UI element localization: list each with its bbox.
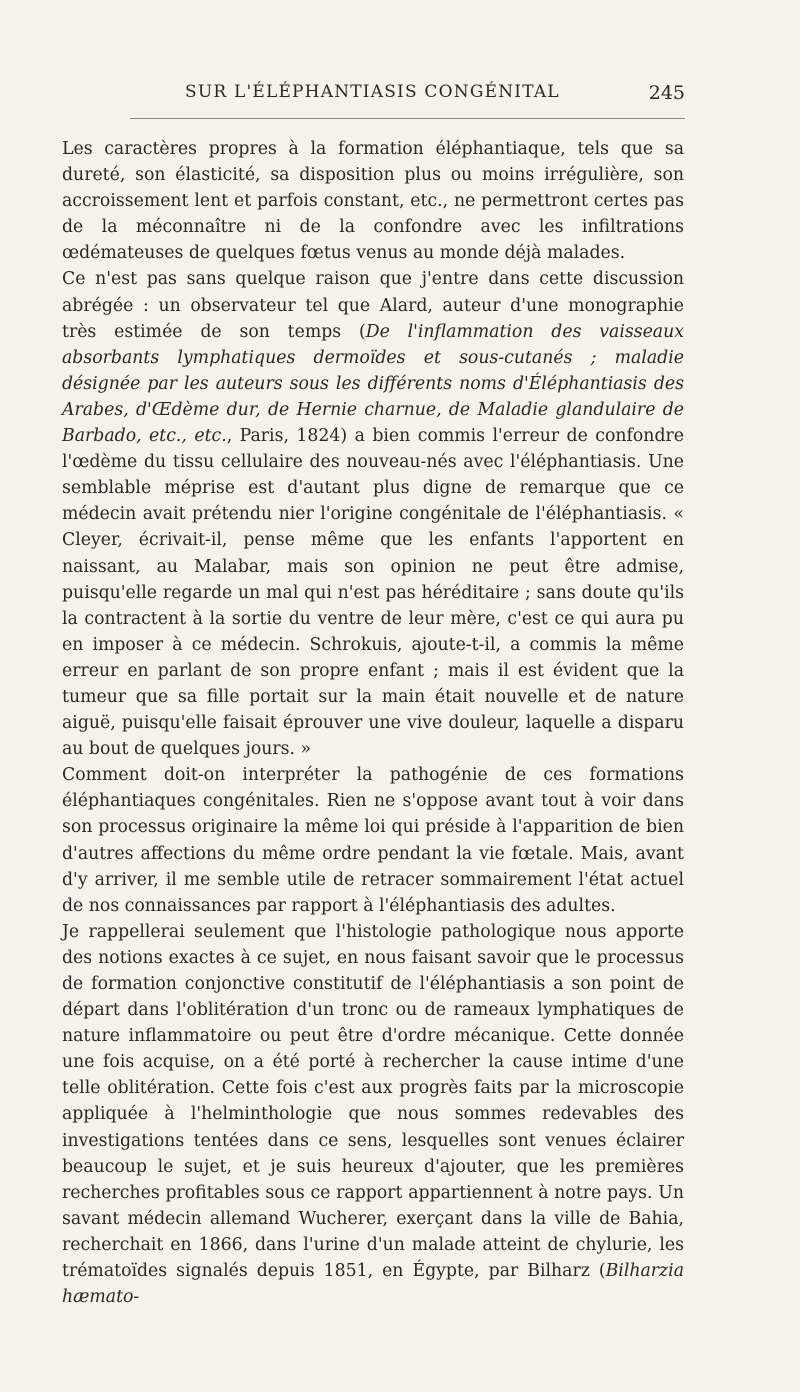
page-number: 245: [648, 82, 685, 104]
paragraph-4: [62, 919, 684, 1310]
paragraph-4-species-name: Bilharzia hæmato-: [62, 1261, 684, 1308]
paragraph-1: [62, 136, 684, 266]
paragraph-2: [62, 266, 684, 762]
paragraph-2-text-b: , Paris, 1824) a bien commis l'erreur de confondre l'œdème du tissu cellulaire des nouveau-nés avec l'éléphantiasis. Une semblable méprise est d'autant plus digne de remarque que ce médecin avait prétendu nier l'origine congénitale de l'éléphantiasis. « Cleyer, écrivait-il, pense même que les enfants l'apportent en naissant, au Malabar, mais son opinion ne peut être admise, puisqu'elle regarde un mal qui n'est pas héréditaire ; sans doute qu'ils la contractent à la sortie du ventre de leur mère, c'est ce qui aura pu en imposer à ce médecin. Schrokuis, ajoute-t-il, a commis la même erreur en parlant de son propre enfant ; mais il est évident que la tumeur que sa fille portait sur la main était nouvelle et de nature aiguë, puisqu'elle faisait éprouver une vive douleur, laquelle a disparu au bout de quelques jours. »: [62, 426, 684, 760]
body-text: [62, 136, 684, 1310]
paragraph-4-text: Je rappellerai seulement que l'histologie pathologique nous apporte des notions exactes à ce sujet, en nous faisant savoir que le processus de formation conjonctive constitutif de l'éléphantiasis a son point de départ dans l'oblitération d'un tronc ou de rameaux lymphatiques de nature inflammatoire ou peut être d'ordre mécanique. Cette donnée une fois acquise, on a été porté à rechercher la cause intime d'une telle oblitération. Cette fois c'est aux progrès faits par la microscopie appliquée à l'helminthologie que nous sommes redevables des investigations tentées dans ce sens, lesquelles sont venues éclairer beaucoup le sujet, et je suis heureux d'ajouter, que les premières recherches profitables sous ce rapport appartiennent à notre pays. Un savant médecin allemand Wucherer, exerçant dans la ville de Bahia, recherchait en 1866, dans l'urine d'un malade atteint de chylurie, les trématoïdes signalés depuis 1851, en Égypte, par Bilharz (: [62, 921, 684, 1282]
paragraph-3-text: Comment doit-on interpréter la pathogénie de ces formations éléphantiaques congénitales. Rien ne s'oppose avant tout à voir dans son processus originaire la même loi qui préside à l'apparition de bien d'autres affections du même ordre pendant la vie fœtale. Mais, avant d'y arriver, il me semble utile de retracer sommairement l'état actuel de nos connaissances par rapport à l'éléphantiasis des adultes.: [62, 765, 684, 916]
running-title: SUR L'ÉLÉPHANTIASIS CONGÉNITAL: [185, 82, 560, 102]
header-rule: [130, 118, 685, 119]
paragraph-3: [62, 762, 684, 919]
page-header: [130, 82, 685, 110]
paragraph-2-book-title: De l'inflammation des vaisseaux absorbants lymphatiques dermoïdes et sous-cutanés ; maladie désignée par les auteurs sous les différents noms d'Éléphantiasis des Arabes, d'Œdème dur, de Hernie charnue, de Maladie glandulaire de Barbado, etc., etc.: [62, 321, 684, 447]
paragraph-2-text-a: Ce n'est pas sans quelque raison que j'entre dans cette discussion abrégée : un observateur tel que Alard, auteur d'une monographie très estimée de son temps (: [62, 269, 684, 342]
paragraph-1-text: Les caractères propres à la formation éléphantiaque, tels que sa dureté, son élasticité, sa disposition plus ou moins irrégulière, son accroissement lent et parfois constant, etc., ne permettront certes pas de la méconnaître ni de la confondre avec les infiltrations œdémateuses de quelques fœtus venus au monde déjà malades.: [62, 139, 684, 264]
